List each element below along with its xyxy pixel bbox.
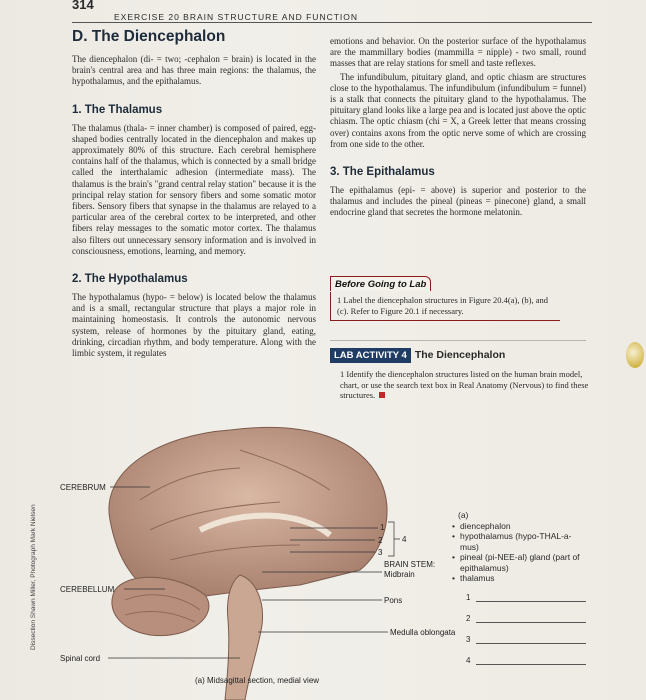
epithalamus-text: The epithalamus (epi- = above) is superior and posterior to the thalamus and includes the pineal (pineas = pinecone) gland, a small endocrine gland that secretes the hormone melatonin. [330, 185, 586, 218]
before-lab-item: 1 Label the diencephalon structures in Figure 20.4(a), (b), and (c). Refer to Figure 20.1 if necessary. [330, 292, 560, 321]
right-column [330, 36, 586, 219]
list-item: • diencephalon [452, 521, 580, 532]
page-number: 314 [72, 0, 94, 12]
diencephalon-intro: The diencephalon (di- = two; -cephalon = brain) is located in the brain's central area and has three main regions: the thalamus, the hypothalamus, and the epithalamus. [72, 54, 316, 87]
lab-activity-badge: LAB ACTIVITY 4 [330, 348, 411, 363]
bracket-4 [388, 522, 400, 556]
blank-number: 2 [466, 614, 471, 623]
epithalamus-heading: 3. The Epithalamus [330, 166, 435, 179]
infundibulum-text: The infundibulum, pituitary gland, and optic chiasm are structures close to the hypothalamus. The infundibulum (infundibulum = funnel) is a stalk that connects the pituitary gland to the hypothalamus. The pituitary gland looks like a large pea and is located just above the optic chiasm. The optic chiasm (chi = X, a Greek letter that means crossing over) contains axons from the optic nerve some of which are crossing from one side to the other. [330, 71, 586, 149]
answer-blank-1[interactable] [466, 593, 586, 602]
thalamus-text: The thalamus (thala- = inner chamber) is composed of paired, egg-shaped bodies centrally located in the diencephalon and makes up approximately 80% of this structure. Each cerebral hemisphere contains half of the thalamus, which is connected by a small bridge called the interthalamic adhesion (intermediate mass). The thalamus is the brain's "grand central relay station" because it is the principal relay station for sensory fibers and some somatic motor fibers. Sensory fibers that synapse in the thalamus are relayed to a particular area of the cerebral cortex to be interpreted, and other fibers relay messages to the somatic motor cortex. The thalamus also filters out unnecessary sensory information and is involved in consciousness, emotions, learning, and memory. [72, 122, 316, 256]
thalamus-heading: 1. The Thalamus [72, 103, 163, 116]
left-column [72, 28, 316, 359]
answer-blank-3[interactable] [466, 635, 586, 644]
label-medulla: Medulla oblongata [390, 628, 456, 637]
tab-marker-icon [626, 342, 644, 368]
page-header [72, 0, 592, 23]
blank-number: 3 [466, 635, 471, 644]
label-1: 1 [380, 523, 385, 532]
photo-credit: Dissection Shawn Miller, Photograph Mark Nielsen [30, 504, 37, 650]
figure-caption: (a) Midsagittal section, medial view [195, 676, 320, 685]
hypothalamus-text: The hypothalamus (hypo- = below) is located below the thalamus and is a small, rectangular structure that plays a major role in maintaining homeostasis. It controls the autonomic nervous system, release of hormones by the pituitary gland, eating, drinking, circadian rhythm, and body temperature. Along with the limbic system, it regulates [72, 292, 316, 359]
answer-blank-2[interactable] [466, 614, 586, 623]
lab-activity-title: The Diencephalon [414, 349, 506, 361]
label-brain-stem: BRAIN STEM: [384, 560, 436, 569]
answer-blank-4[interactable] [466, 656, 586, 665]
before-lab-box [330, 274, 560, 321]
lab-activity [330, 345, 590, 401]
label-2: 2 [378, 536, 383, 545]
hypothalamus-continued: emotions and behavior. On the posterior surface of the hypothalamus are the mammillary bodies (mammilla = nipple) - two small, round masses that are relay stations for smell and taste reflexes. [330, 36, 586, 69]
blank-number: 1 [466, 593, 471, 602]
label-cerebellum: CEREBELLUM [60, 585, 115, 594]
end-mark-icon [379, 392, 385, 398]
lab-activity-item [330, 369, 590, 401]
label-spinal-cord: Spinal cord [60, 654, 101, 663]
label-pons: Pons [384, 596, 403, 605]
label-4: 4 [402, 535, 407, 544]
list-item: • thalamus [452, 573, 580, 584]
label-midbrain: Midbrain [384, 570, 415, 579]
divider [330, 340, 586, 341]
label-3: 3 [378, 548, 383, 557]
lab-activity-item-text: 1 Identify the diencephalon structures listed on the human brain model, chart, or use the search text box in Real Anatomy (Nervous) to find these structures. [340, 369, 589, 400]
before-lab-tab: Before Going to Lab [330, 276, 431, 291]
blank-number: 4 [466, 656, 471, 665]
structure-list [452, 510, 580, 584]
list-heading: (a) [458, 510, 469, 520]
list-item: • pineal (pi-NEE-al) gland (part of epithalamus) [452, 552, 580, 573]
label-cerebrum: CEREBRUM [60, 483, 106, 492]
section-title: D. The Diencephalon [72, 28, 226, 45]
list-item: • hypothalamus (hypo-THAL-a-mus) [452, 531, 580, 552]
hypothalamus-heading: 2. The Hypothalamus [72, 273, 188, 286]
running-title: EXERCISE 20 BRAIN STRUCTURE AND FUNCTION [114, 12, 359, 22]
